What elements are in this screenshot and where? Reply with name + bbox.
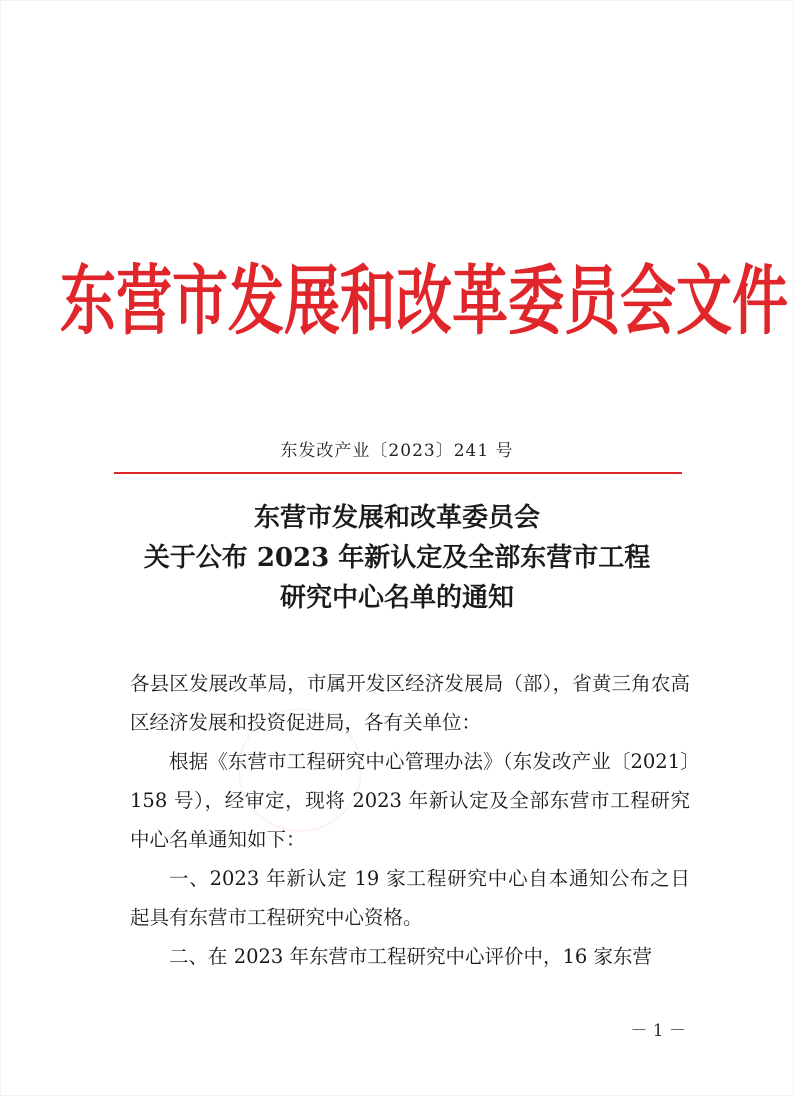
document-masthead: 东营市发展和改革委员会文件: [60, 258, 788, 346]
title-line-1: 东营市发展和改革委员会: [253, 503, 540, 533]
document-body: [130, 664, 690, 976]
item-one-paragraph: 一、2023 年新认定 19 家工程研究中心自本通知公布之日起具有东营市工程研究中心资格。: [130, 867, 690, 929]
page-number: － 1 －: [630, 1021, 686, 1041]
document-title: [80, 498, 714, 618]
basis-paragraph: 根据《东营市工程研究中心管理办法》（东发改产业〔2021〕158 号），经审定，现将 2023 年新认定及全部东营市工程研究中心名单通知如下：: [130, 750, 690, 851]
document-number: 东发改产业〔2023〕241 号: [280, 441, 514, 461]
item-two-paragraph: 二、在 2023 年东营市工程研究中心评价中，16 家东营: [169, 945, 653, 968]
recipients-paragraph: 各县区发展改革局，市属开发区经济发展局（部），省黄三角农高区经济发展和投资促进局，各有关单位：: [130, 672, 690, 734]
red-separator-line: [114, 472, 682, 474]
title-line-3: 研究中心名单的通知: [279, 583, 514, 613]
title-line-2: 关于公布 2023 年新认定及全部东营市工程: [143, 543, 651, 573]
